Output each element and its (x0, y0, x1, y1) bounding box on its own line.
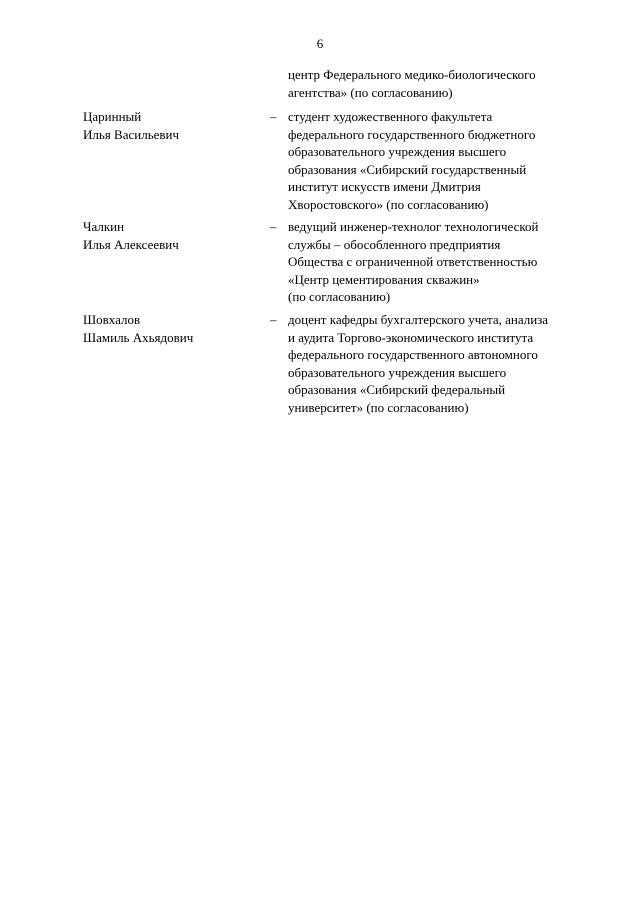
description-line: образовательного учреждения высшего (288, 364, 507, 380)
member-description (288, 108, 593, 213)
description-line: (по согласованию) (288, 289, 391, 304)
member-name (83, 311, 263, 346)
member-description (288, 218, 593, 306)
description-line: «Центр цементирования скважин» (288, 271, 480, 287)
dash-separator: – (270, 219, 277, 234)
description-line: службы – обособленного предприятия (288, 236, 501, 252)
member-name (83, 218, 263, 253)
description-line: доцент кафедры бухгалтерского учета, анализа (288, 312, 549, 327)
description-line: ведущий инженер-технолог технологической (288, 219, 539, 234)
description-line: и аудита Торгово-экономического института (288, 329, 534, 345)
member-given-names: Илья Алексеевич (83, 236, 179, 252)
member-description (288, 311, 593, 416)
description-line: Хворостовского» (по согласованию) (288, 196, 489, 212)
member-surname: Шовхалов (83, 312, 141, 327)
description-line: университет» (по согласованию) (288, 399, 469, 415)
page-number: 6 (316, 36, 324, 51)
dash-separator: – (270, 109, 277, 124)
description-line: федерального государственного бюджетного (288, 126, 536, 142)
member-surname: Чалкин (83, 219, 125, 234)
description-line: центр Федерального медико-биологического (288, 67, 536, 82)
member-name (83, 108, 263, 143)
member-surname: Царинный (83, 109, 142, 124)
member-given-names: Шамиль Ахьядович (83, 329, 194, 345)
description-line: Общества с ограниченной ответственностью (288, 254, 538, 269)
description-line: федерального государственного автономного (288, 347, 538, 362)
description-line: образования «Сибирский государственный (288, 161, 527, 177)
description-line: образования «Сибирский федеральный (288, 382, 506, 397)
dash-separator: – (270, 312, 277, 327)
description-line: образовательного учреждения высшего (288, 144, 507, 159)
description-line: институт искусств имени Дмитрия (288, 179, 481, 194)
description-line: агентства» (по согласованию) (288, 84, 453, 100)
description-line: студент художественного факультета (288, 109, 493, 124)
member-given-names: Илья Васильевич (83, 126, 180, 142)
continued-description (288, 66, 588, 101)
